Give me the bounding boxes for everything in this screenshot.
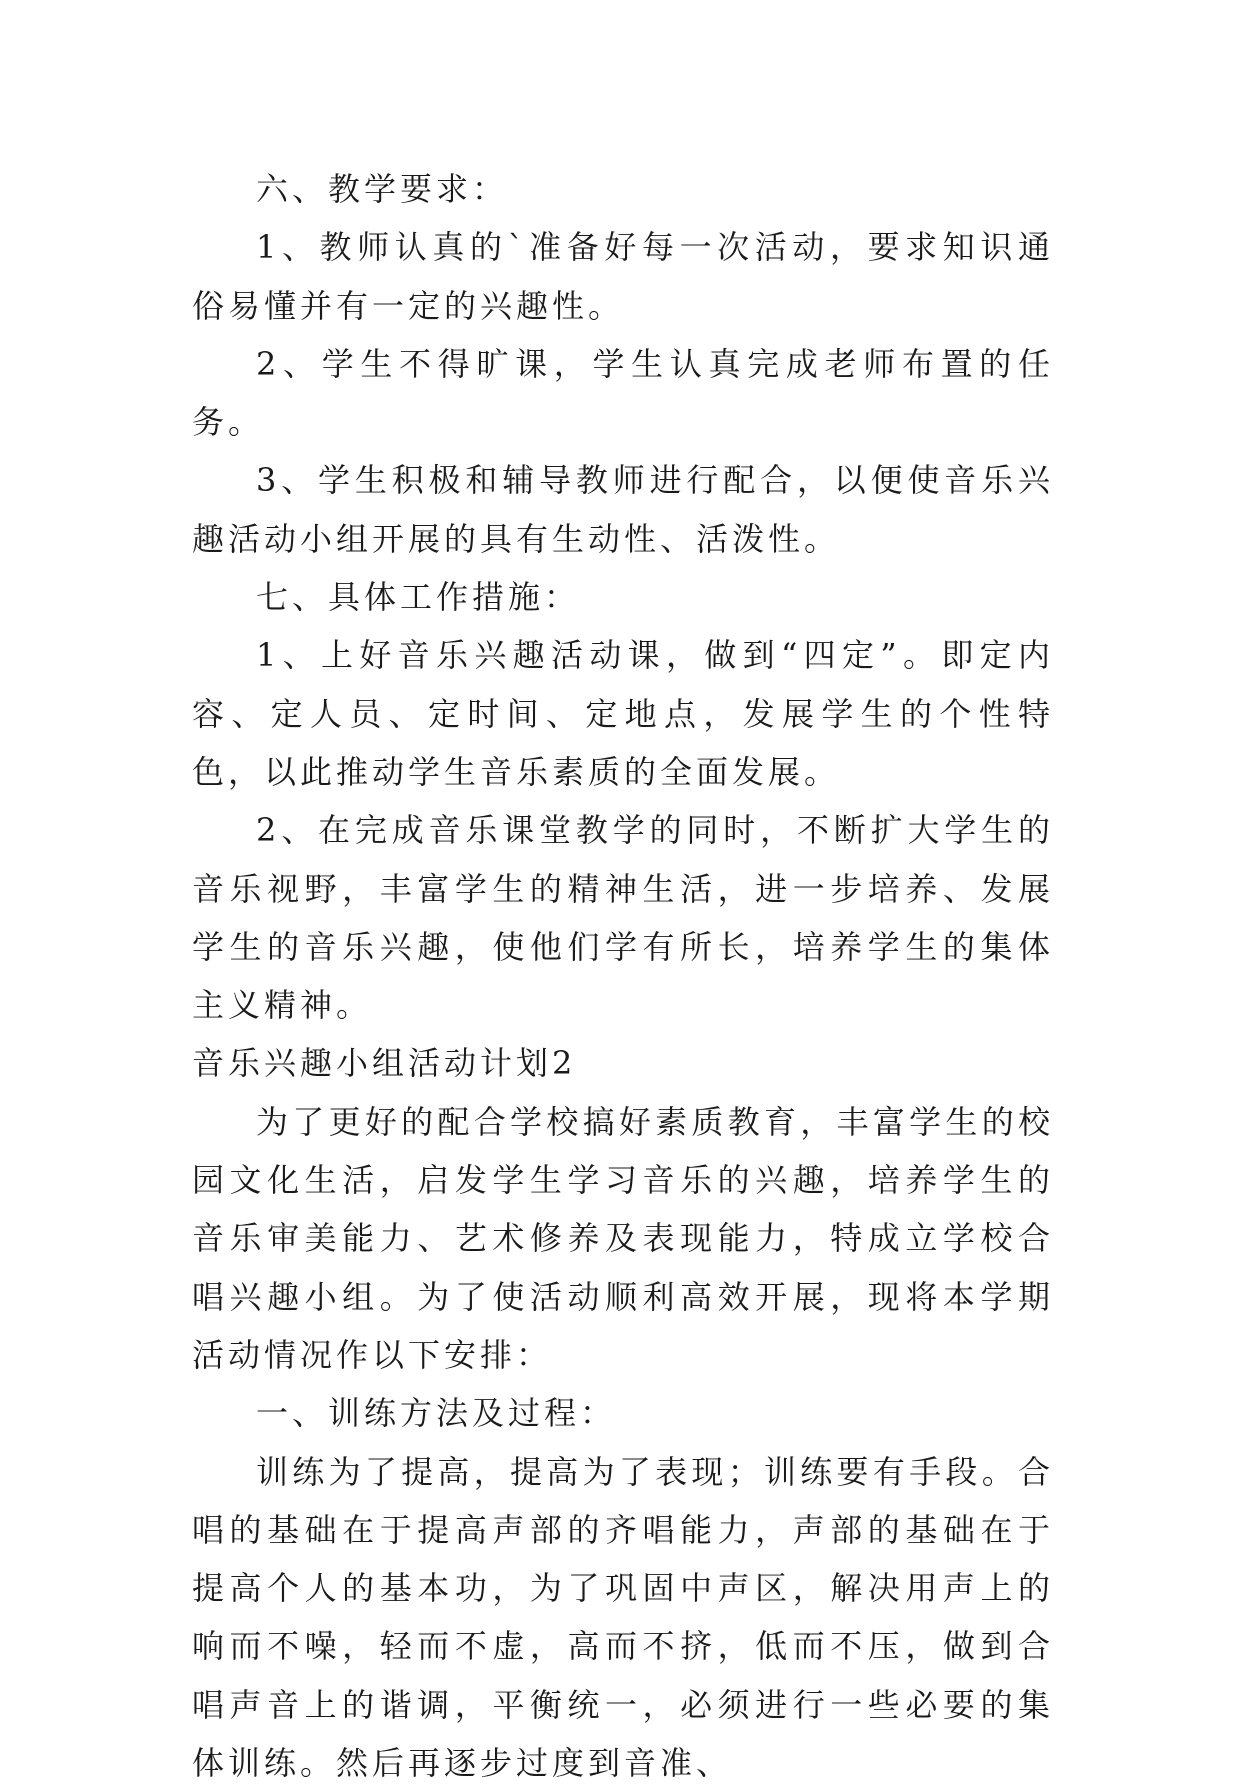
paragraph-training-body: 训练为了提高，提高为了表现；训练要有手段。合唱的基础在于提高声部的齐唱能力，声部的基础在于提高个人的基本功，为了巩固中声区，解决用声上的响而不噪，轻而不虚，高而不挤，低而不压，做到合唱声音上的谐调，平衡统一，必须进行一些必要的集体训练。然后再逐步过度到音准、 <box>192 1452 1054 1783</box>
section-heading-work-measures: 七、具体工作措施： <box>256 578 581 617</box>
paragraph-intro: 为了更好的配合学校搞好素质教育，丰富学生的校园文化生活，启发学生学习音乐的兴趣，培养学生的音乐审美能力、艺术修养及表现能力，特成立学校合唱兴趣小组。为了使活动顺利高效开展，现将本学期活动情况作以下安排： <box>192 1102 1054 1374</box>
section-heading-training-methods: 一、训练方法及过程： <box>256 1394 617 1433</box>
paragraph-measure-2: 2、在完成音乐课堂教学的同时，不断扩大学生的音乐视野，丰富学生的精神生活，进一步培养、发展学生的音乐兴趣，使他们学有所长，培养学生的集体主义精神。 <box>192 811 1054 1025</box>
section-heading-teaching-requirements: 六、教学要求： <box>256 170 509 208</box>
paragraph-measure-1: 1、上好音乐兴趣活动课，做到“四定”。即定内容、定人员、定时间、定地点，发展学生的个性特色，以此推动学生音乐素质的全面发展。 <box>192 636 1054 791</box>
paragraph-requirement-1: 1、教师认真的`准备好每一次活动，要求知识通俗易懂并有一定的兴趣性。 <box>192 228 1054 325</box>
paragraph-requirement-3: 3、学生积极和辅导教师进行配合，以便使音乐兴趣活动小组开展的具有生动性、活泼性。 <box>192 461 1054 558</box>
paragraph-requirement-2: 2、学生不得旷课，学生认真完成老师布置的任务。 <box>192 344 1054 442</box>
document-title-plan-2: 音乐兴趣小组活动计划2 <box>192 1044 577 1083</box>
document-body <box>192 160 1054 1792</box>
